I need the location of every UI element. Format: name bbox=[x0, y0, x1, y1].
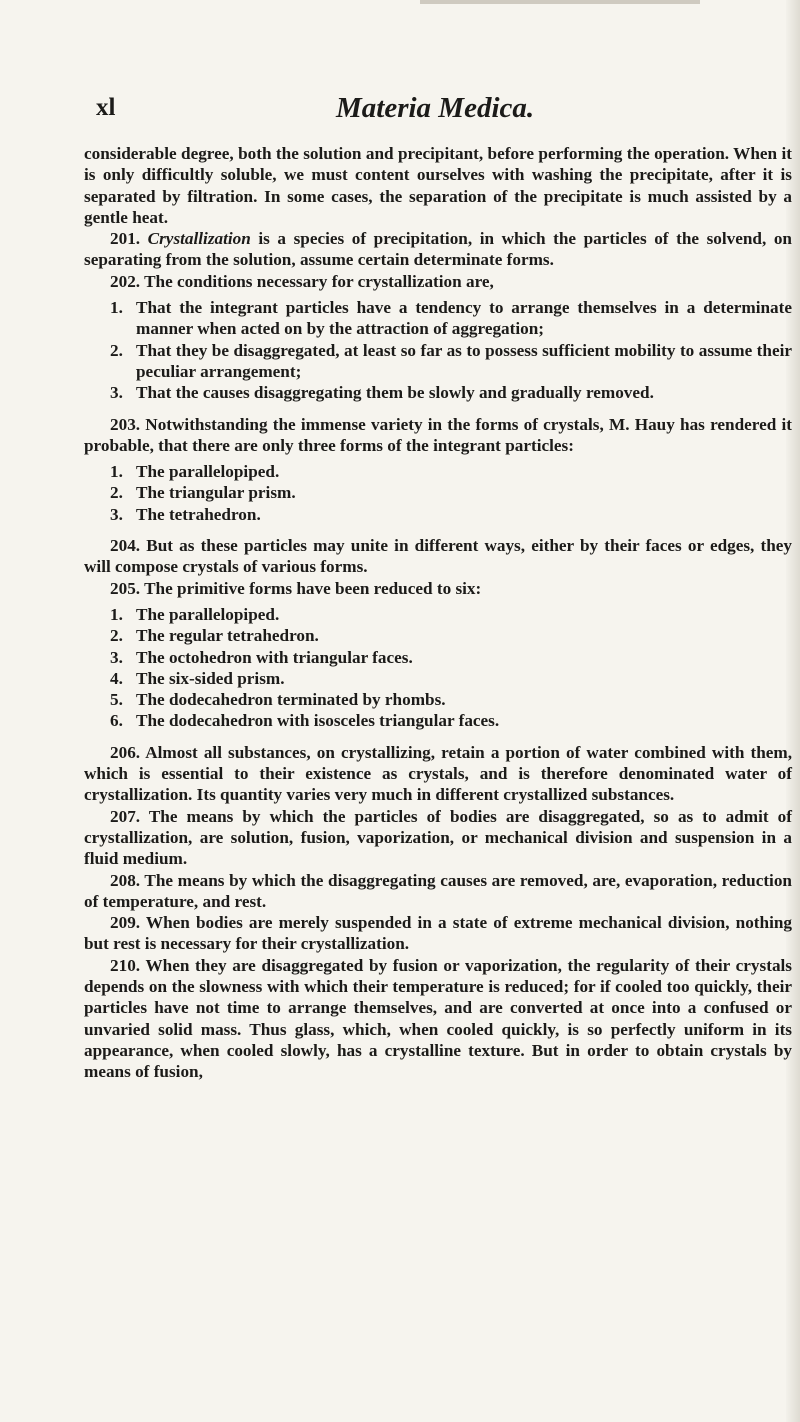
list-item bbox=[110, 461, 792, 482]
list-item bbox=[110, 504, 792, 525]
list-number: 1. bbox=[110, 604, 123, 624]
list-item bbox=[110, 689, 792, 710]
list-number: 1. bbox=[110, 462, 123, 482]
list-item-text: That they be disaggregated, at least so far as to possess sufficient mobility to assume their peculiar arrangement; bbox=[136, 340, 792, 381]
list-number: 3. bbox=[110, 504, 123, 524]
list-item-text: The triangular prism. bbox=[136, 483, 296, 503]
list-number: 2. bbox=[110, 483, 123, 503]
primitive-forms-list bbox=[84, 604, 792, 732]
paragraph-201 bbox=[84, 228, 792, 271]
paragraph-201-term: Crystallization bbox=[147, 229, 251, 249]
paragraph-205: 205. The primitive forms have been reduced to six: bbox=[110, 578, 482, 598]
list-item-text: The parallelopiped. bbox=[136, 604, 280, 624]
list-item bbox=[110, 668, 792, 689]
list-item-text: That the integrant particles have a tendency to arrange themselves in a determinate manner when acted on by the attraction of aggregation; bbox=[136, 298, 792, 339]
list-item bbox=[110, 647, 792, 668]
list-item-text: The tetrahedron. bbox=[136, 504, 261, 524]
list-item bbox=[110, 382, 792, 403]
list-number: 1. bbox=[110, 298, 123, 318]
list-number: 5. bbox=[110, 690, 123, 710]
paragraph-210: 210. When they are disaggregated by fusion or vaporization, the regularity of their crystals depends on the slowness with which their temperature is reduced; for if cooled too quickly, their particles have not time to arrange themselves, and are converted at once into a confused or unvaried solid mass. Thus glass, which, when cooled quickly, is so perfectly uniform in its appearance, when cooled slowly, has a crystalline texture. But in order to obtain crystals by means of fusion, bbox=[84, 955, 792, 1082]
list-item bbox=[110, 604, 792, 625]
paragraph-208: 208. The means by which the disaggregating causes are removed, are, evaporation, reduction of temperature, and rest. bbox=[84, 870, 792, 911]
list-item-text: The dodecahedron with isosceles triangular faces. bbox=[136, 711, 500, 731]
paragraph-203: 203. Notwithstanding the immense variety in the forms of crystals, M. Hauy has rendered it probable, that there are only three forms of the integrant particles: bbox=[84, 414, 792, 455]
list-number: 6. bbox=[110, 711, 123, 731]
list-item bbox=[110, 297, 792, 340]
list-item bbox=[110, 340, 792, 383]
list-item-text: The six-sided prism. bbox=[136, 668, 285, 688]
list-number: 2. bbox=[110, 340, 123, 360]
list-item-text: The regular tetrahedron. bbox=[136, 626, 319, 646]
page-folio: xl bbox=[96, 94, 116, 121]
list-number: 4. bbox=[110, 668, 123, 688]
body-text bbox=[84, 143, 792, 1082]
page-header bbox=[96, 92, 696, 132]
paragraph-209: 209. When bodies are merely suspended in a state of extreme mechanical division, nothing but rest is necessary for their crystallization. bbox=[84, 913, 792, 954]
running-title: Materia Medica. bbox=[336, 92, 535, 124]
paragraph-206: 206. Almost all substances, on crystallizing, retain a portion of water combined with them, which is essential to their existence as crystals, and is therefore denominated water of crystallization. Its quantity varies very much in different crystallized substances. bbox=[84, 742, 792, 805]
list-number: 3. bbox=[110, 647, 123, 667]
paragraph-204: 204. But as these particles may unite in different ways, either by their faces or edges, they will compose crystals of various forms. bbox=[84, 536, 792, 577]
integrant-forms-list bbox=[84, 461, 792, 525]
paragraph-201-text: is a species of precipitation, in which the particles of the solvend, on separating from the solution, assume certain determinate forms. bbox=[84, 229, 792, 270]
list-item bbox=[110, 625, 792, 646]
top-edge-rule bbox=[420, 0, 700, 4]
list-item bbox=[110, 710, 792, 731]
paragraph-201-number: 201. bbox=[110, 229, 141, 249]
paragraph-202: 202. The conditions necessary for crystallization are, bbox=[110, 271, 494, 291]
opening-paragraph: considerable degree, both the solution and precipitant, before performing the operation. When it is only difficultly soluble, we must content ourselves with washing the precipitate, after it is separated by filtration. In some cases, the separation of the precipitate is much assisted by a gentle heat. bbox=[84, 144, 792, 227]
list-item-text: The dodecahedron terminated by rhombs. bbox=[136, 690, 446, 710]
list-number: 2. bbox=[110, 626, 123, 646]
paragraph-207: 207. The means by which the particles of bodies are disaggregated, so as to admit of crystallization, are solution, fusion, vaporization, or mechanical division and suspension in a fluid medium. bbox=[84, 806, 792, 869]
list-item bbox=[110, 482, 792, 503]
conditions-list bbox=[84, 297, 792, 403]
list-item-text: The parallelopiped. bbox=[136, 462, 280, 482]
list-item-text: That the causes disaggregating them be slowly and gradually removed. bbox=[136, 383, 654, 403]
list-number: 3. bbox=[110, 383, 123, 403]
list-item-text: The octohedron with triangular faces. bbox=[136, 647, 413, 667]
